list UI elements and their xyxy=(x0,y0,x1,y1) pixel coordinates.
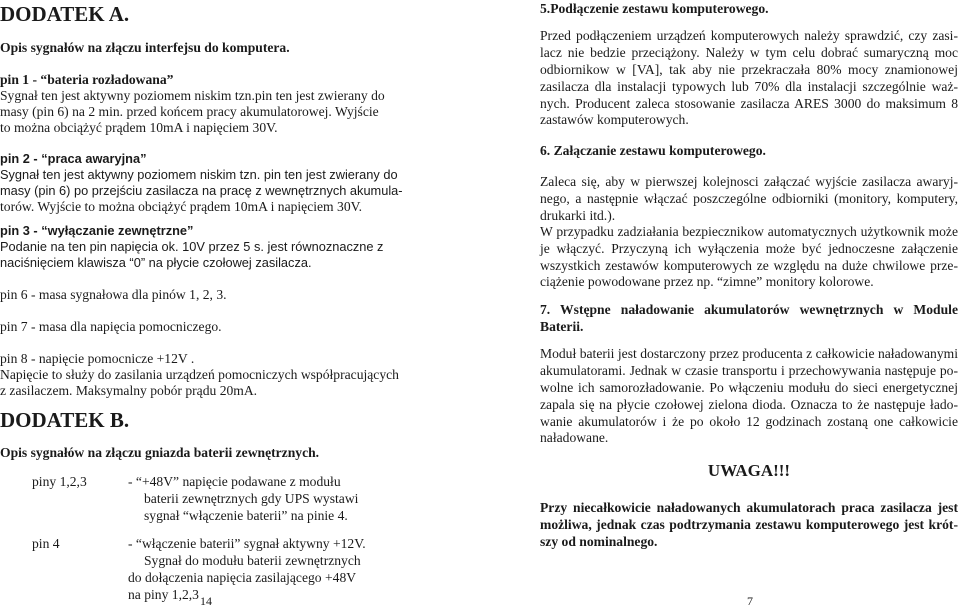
pin2-text-line: torów. Wyjście to można obciążyć prądem 10mA i napięciem 30V. xyxy=(0,199,363,214)
warning-line: Przy niecałkowicie naładowanych akumulatorach praca zasilacza jest xyxy=(540,500,958,515)
appendix-b-title: DODATEK B. xyxy=(0,408,130,432)
pin6-text: pin 6 - masa sygnałowa dla pinów 1, 2, 3. xyxy=(0,287,227,302)
section-5-line: Przed podłączeniem urządzeń komputerowych należy sprawdzić, czy zasi- xyxy=(540,28,958,43)
section-7-heading: 7. Wstępne naładowanie akumulatorów wewnętrznych w Module xyxy=(540,302,958,317)
pin7-text: pin 7 - masa dla napięcia pomocniczego. xyxy=(0,319,222,334)
section-7-line: Moduł baterii jest dostarczony przez producenta z całkowicie naładowanymi xyxy=(540,346,958,361)
pin1-text-line: to można obciążyć prądem 10mA i napięciem 30V. xyxy=(0,120,278,135)
section-7-line: akumulatorami. Jednak w czasie transportu i przechowywania następuje po- xyxy=(540,363,958,378)
section-5-line: zasilacza dla instalacji typowych lub 70% dla instalacji szczególnie waż- xyxy=(540,79,958,94)
section-6-line: wszystkich zestawów komputerowych ze względu na duże chwilowe prze- xyxy=(540,258,958,273)
pins-123-label: piny 1,2,3 xyxy=(32,474,87,489)
section-7-line: naładowane. xyxy=(540,430,609,445)
warning-line: możliwa, jednak czas podtrzymania zestawu komputerowego jest krót- xyxy=(540,517,958,532)
section-5-heading: 5.Podłączenie zestawu komputerowego. xyxy=(540,1,769,16)
warning-line: szy od nominalnego. xyxy=(540,534,658,549)
appendix-a-subtitle: Opis sygnałów na złączu interfejsu do komputera. xyxy=(0,40,290,55)
pin4-desc-line: Sygnał do modułu baterii zewnętrznych xyxy=(144,553,361,568)
pins-123-desc-line: - “+48V” napięcie podawane z modułu xyxy=(128,474,341,489)
section-6-line: W przypadku zadziałania bezpiecznikow automatycznych użytkownik może xyxy=(540,224,958,239)
section-6-line: nego, a następnie włączać poszczególne odbiorniki (monitory, komputery, xyxy=(540,191,958,206)
pin4-desc-line: na piny 1,2,3 xyxy=(128,587,199,602)
page-number-right: 7 xyxy=(747,594,753,608)
section-5-line: odbiornikow w [VA], tak aby nie przekraczała 80% mocy znamionowej xyxy=(540,62,958,77)
section-7-line: wolne ich samorozładowanie. Po włączeniu modułu do sieci energetycznej xyxy=(540,380,958,395)
appendix-a-title: DODATEK A. xyxy=(0,2,130,26)
page-number-left: 14 xyxy=(200,594,212,608)
appendix-b-subtitle: Opis sygnałów na złączu gniazda baterii zewnętrznych. xyxy=(0,445,320,460)
warning-title: UWAGA!!! xyxy=(707,461,791,480)
pin1-text-line: masy (pin 6) na 2 min. przed końcem pracy akumulatorowej. Wyjście xyxy=(0,104,379,119)
pin8-text-line: Napięcie to służy do zasilania urządzeń pomocniczych współpracujących xyxy=(0,367,399,382)
section-7-line: wanie akumulatorów i że po około 12 godzinach zostaną one całkowicie xyxy=(540,414,958,429)
section-5-line: lacz nie bedzie przeciążony. Należy w tym celu dobrać sumaryczną moc xyxy=(540,45,958,60)
pin3-text-line: Podanie na ten pin napięcia ok. 10V przez 5 s. jest równoznaczne z xyxy=(0,239,384,254)
section-5-line: zastawów komputerowych. xyxy=(540,112,689,127)
pin1-heading: pin 1 - “bateria rozładowana” xyxy=(0,72,174,87)
pin2-text-line: masy (pin 6) po przejściu zasilacza na pracę z wewnętrznych akumula- xyxy=(0,183,403,198)
pin3-heading: pin 3 - “wyłączanie zewnętrzne” xyxy=(0,223,194,238)
section-7-heading-cont: Baterii. xyxy=(540,319,584,334)
section-6-heading: 6. Załączanie zestawu komputerowego. xyxy=(540,143,766,158)
pin3-text-line: naciśnięciem klawisza “0” na płycie czołowej zasilacza. xyxy=(0,255,312,270)
pin1-text-line: Sygnał ten jest aktywny poziomem niskim tzn.pin ten jest zwierany do xyxy=(0,88,385,103)
pin4-label: pin 4 xyxy=(32,536,60,551)
pin8-text-line: z zasilaczem. Maksymalny pobór prądu 20mA. xyxy=(0,383,258,398)
section-7-line: zapala się na płycie czołowej zielona dioda. Oznacza to że następuje łado- xyxy=(540,397,958,412)
section-6-line: Zaleca się, aby w pierwszej kolejnosci załączać wyjście zasilacza awaryj- xyxy=(540,174,958,189)
pin8-heading: pin 8 - napięcie pomocnicze +12V . xyxy=(0,351,195,366)
pin4-desc-line: - “włączenie baterii” sygnał aktywny +12V. xyxy=(128,536,366,551)
pin2-heading: pin 2 - “praca awaryjna” xyxy=(0,151,147,166)
section-5-line: nych. Producent zaleca stosowanie zasilacza ARES 3000 do maksimum 8 xyxy=(540,96,958,111)
pins-123-desc-line: sygnał “włączenie baterii” na pinie 4. xyxy=(144,508,348,523)
section-6-line: ciążenie powodowane przez np. “zimne” monitory kolorowe. xyxy=(540,274,874,289)
pin2-text-line: Sygnał ten jest aktywny poziomem niskim tzn. pin ten jest zwierany do xyxy=(0,167,398,182)
section-6-line: drukarki itd.). xyxy=(540,208,616,223)
pin4-desc-line: do dołączenia napięcia zasilającego +48V xyxy=(128,570,357,585)
section-6-line: je włączyć. Przyczyną ich wyłączenia może być jednoczesne załączenie xyxy=(540,241,958,256)
pins-123-desc-line: baterii zewnętrznych gdy UPS wystawi xyxy=(144,491,359,506)
